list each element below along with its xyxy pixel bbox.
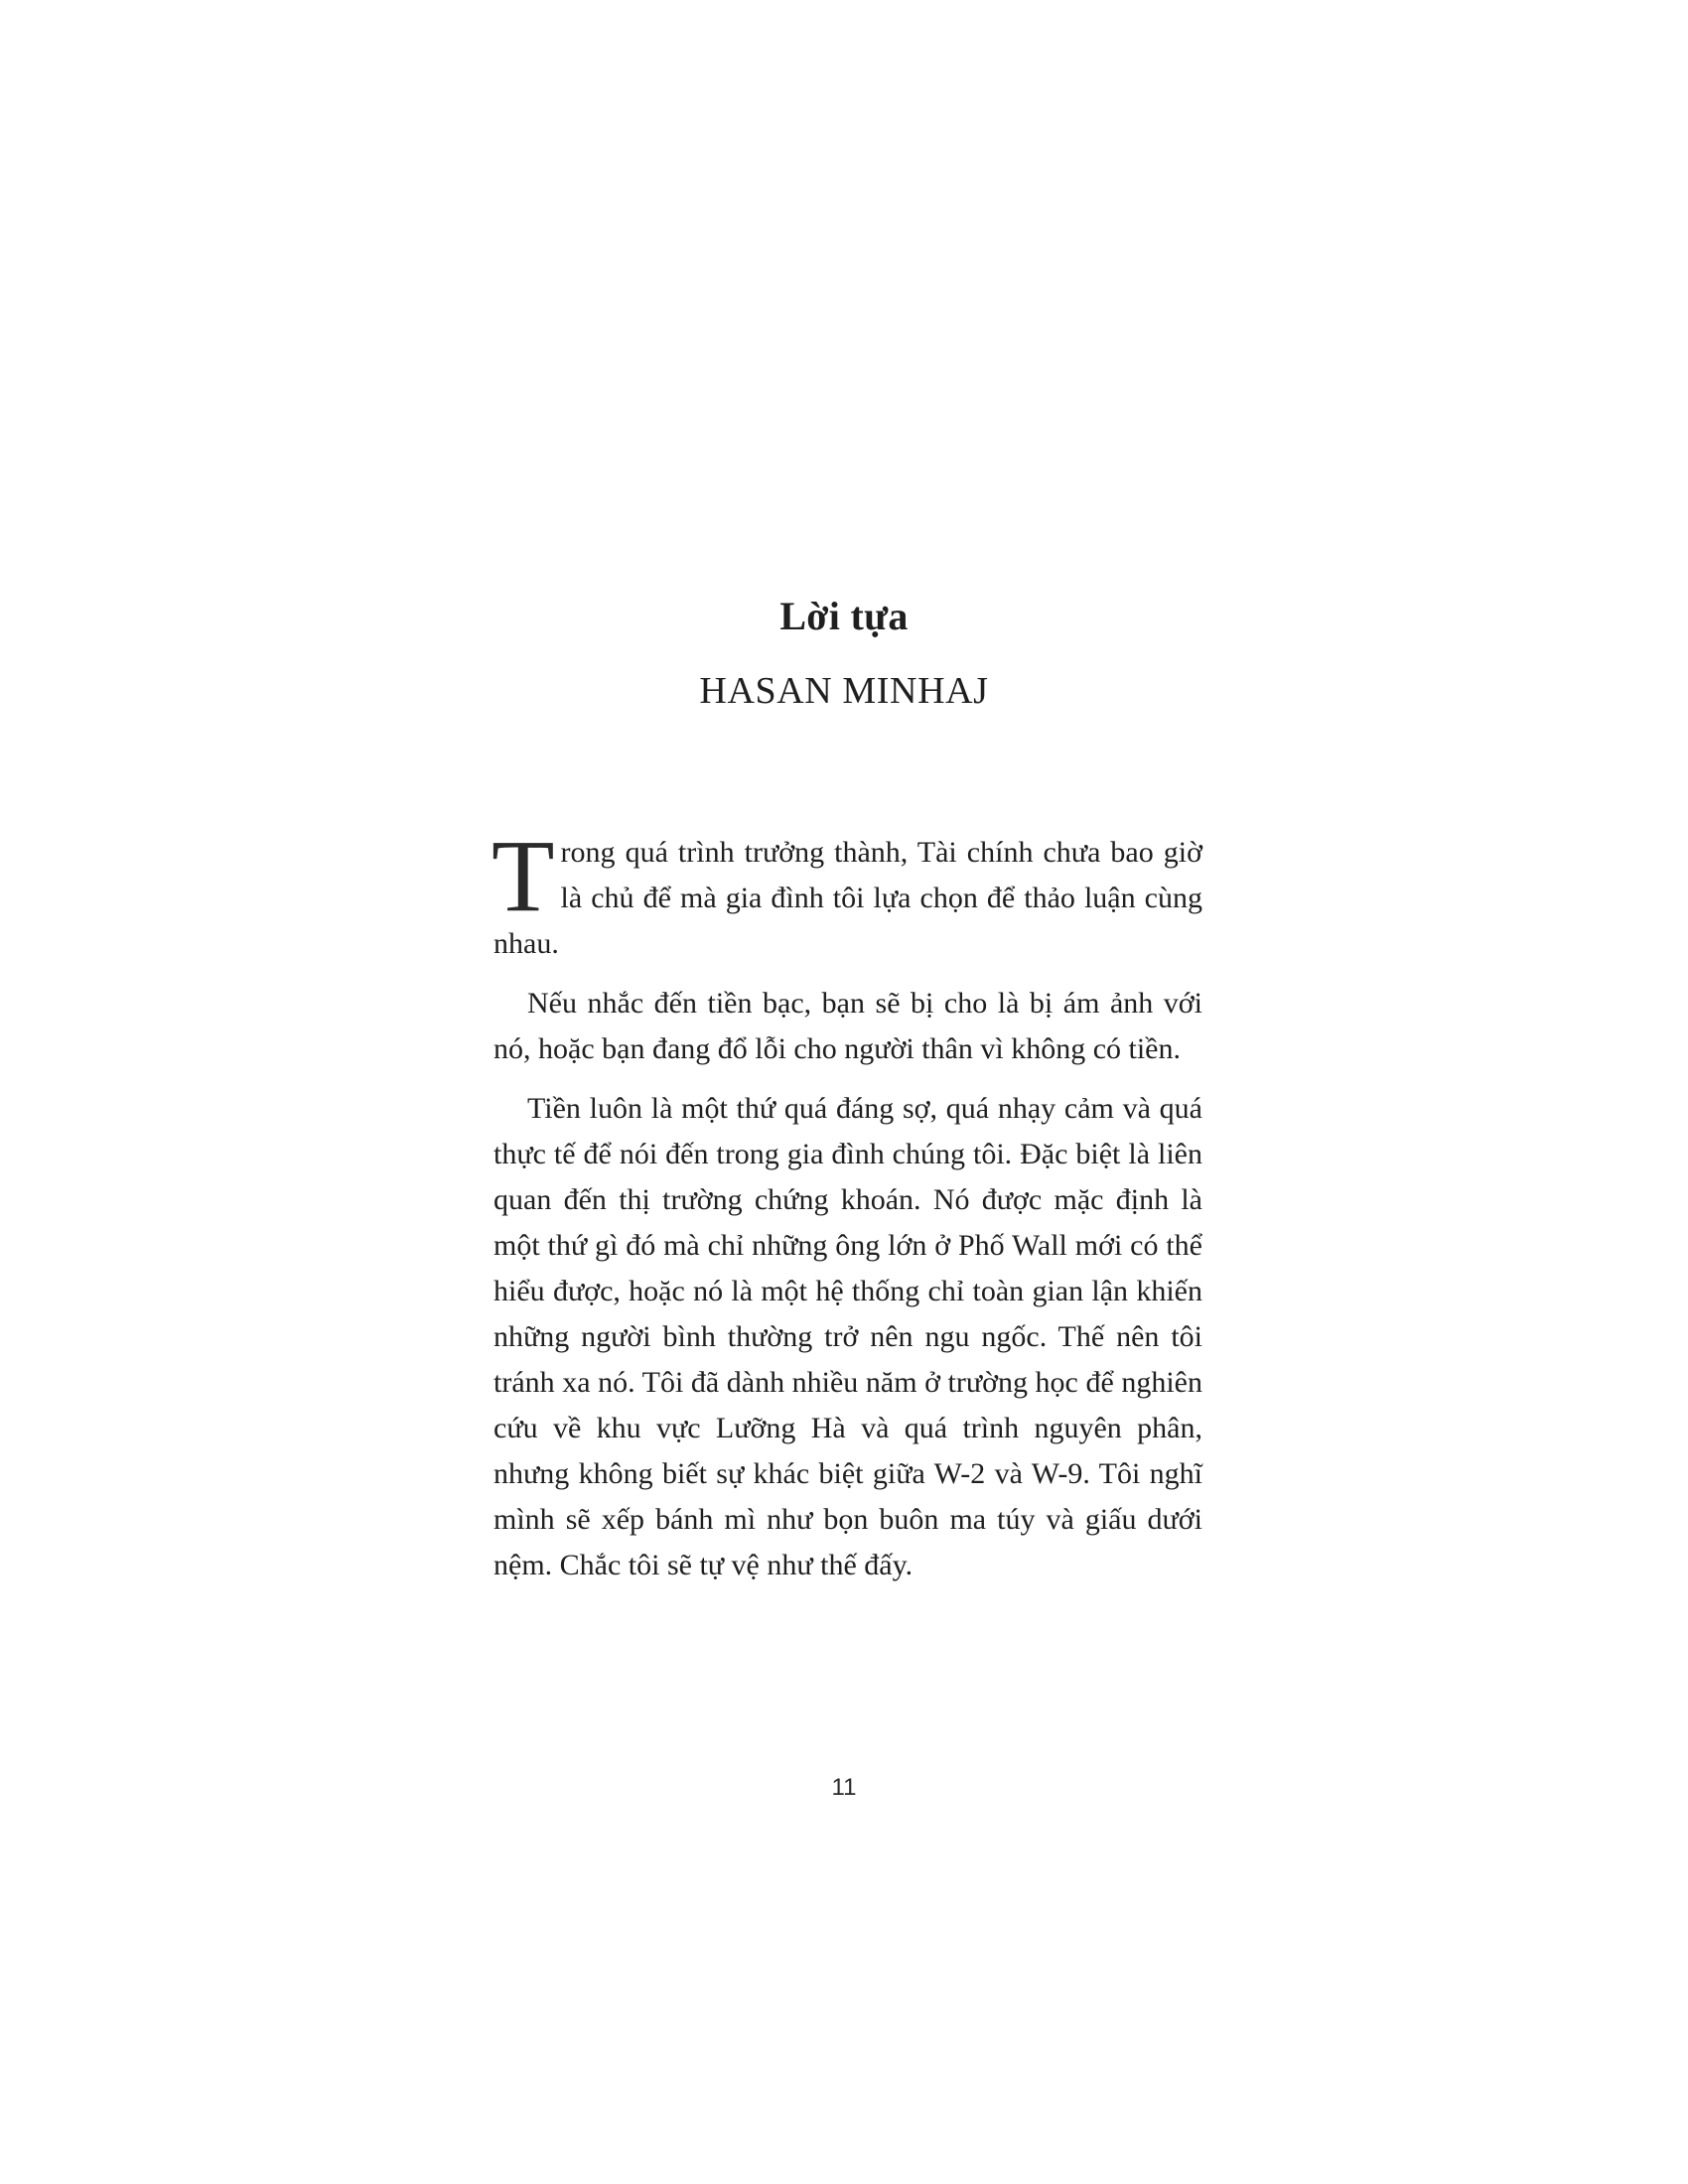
paragraph-2: Nếu nhắc đến tiền bạc, bạn sẽ bị cho là bị ám ảnh với nó, hoặc bạn đang đổ lỗi cho người thân vì không có tiền. bbox=[493, 987, 1202, 1065]
paragraph-1 bbox=[492, 819, 1202, 967]
chapter-title: Lời tựa bbox=[779, 594, 909, 638]
paragraph-3: Tiền luôn là một thứ quá đáng sợ, quá nhạy cảm và quá thực tế để nói đến trong gia đình chúng tôi. Đặc biệt là liên quan đến thị trường chứng khoán. Nó được mặc định là một thứ gì đó mà chỉ những ông lớn ở Phố Wall mới có thể hiểu được, hoặc nó là một hệ thống chỉ toàn gian lận khiến những người bình thường trở nên ngu ngốc. Thế nên tôi tránh xa nó. Tôi đã dành nhiều năm ở trường học để nghiên cứu về khu vực Lưỡng Hà và quá trình nguyên phân, nhưng không biết sự khác biệt giữa W-2 và W-9. Tôi nghĩ mình sẽ xếp bánh mì như bọn buôn ma túy và giấu dưới nệm. Chắc tôi sẽ tự vệ như thế đấy. bbox=[493, 1092, 1202, 1581]
chapter-header bbox=[0, 592, 1688, 715]
drop-cap: T bbox=[492, 819, 555, 933]
body-text bbox=[492, 819, 1202, 1602]
page-number: 11 bbox=[831, 1774, 857, 1801]
author-name: HASAN MINHAJ bbox=[699, 670, 989, 712]
paragraph-1-text: rong quá trình trưởng thành, Tài chính chưa bao giờ là chủ để mà gia đình tôi lựa chọn để thảo luận cùng nhau. bbox=[493, 836, 1202, 960]
